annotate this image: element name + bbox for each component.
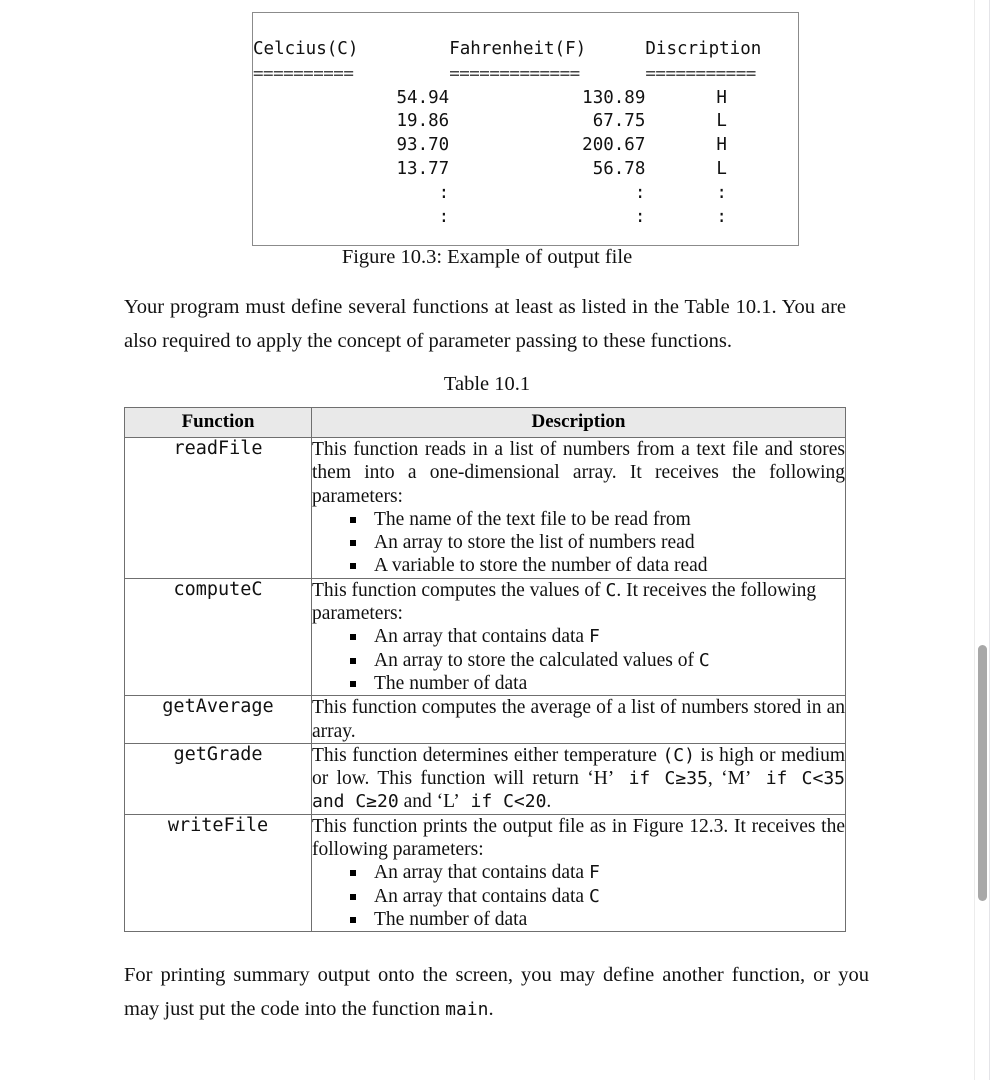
getgrade-seg-11: if C<20	[459, 791, 547, 813]
table-row	[125, 743, 846, 814]
list-item	[348, 649, 845, 672]
figure-ellipsis-row	[253, 182, 798, 206]
list-item-text: An array that contains data	[374, 626, 589, 648]
function-name-computec: computeC	[125, 578, 312, 695]
closing-text-before: For printing summary output onto the screen, you may define another function, or you may just put the code into the function	[124, 964, 869, 1020]
closing-paragraph	[124, 958, 869, 1027]
figure-cell-celcius-ellipsis: :	[438, 206, 450, 227]
figure-header-celcius: Celcius(C)	[253, 39, 359, 59]
list-item-code: F	[588, 862, 600, 884]
figure-caption: Figure 10.3: Example of output file	[341, 246, 633, 268]
function-name-getaverage: getAverage	[125, 696, 312, 744]
figure-cell-celcius: 93.70	[396, 135, 450, 156]
getaverage-intro-text: This function computes the average of a list of numbers stored in an array.	[312, 697, 845, 742]
computec-parameter-list	[312, 625, 845, 695]
intro-paragraph: Your program must define several functions at least as listed in the Table 10.1. You are also required to apply the concept of parameter passing to these functions.	[124, 296, 846, 352]
function-description-readfile	[312, 438, 846, 579]
figure-data-row	[253, 158, 798, 182]
figure-cell-celcius: 13.77	[396, 158, 450, 179]
figure-header-fahrenheit: Fahrenheit(F)	[449, 39, 587, 59]
figure-rule-row	[253, 63, 798, 87]
getgrade-seg-2: (C)	[662, 744, 695, 766]
figure-cell-discription: H	[716, 87, 727, 108]
getgrade-seg-10: ‘L’	[436, 791, 460, 813]
list-item	[348, 672, 845, 695]
function-description-table	[124, 407, 846, 932]
vertical-scrollbar[interactable]	[974, 0, 990, 1080]
getgrade-intro-text	[312, 744, 845, 814]
figure-data-row	[253, 87, 798, 111]
figure-data-row	[253, 110, 798, 134]
figure-header-discription: Discription	[645, 39, 762, 59]
function-name-getgrade: getGrade	[125, 743, 312, 814]
figure-cell-celcius: 54.94	[396, 87, 450, 108]
list-item-text: An array to store the calculated values of	[374, 649, 699, 671]
table-header-row	[125, 408, 846, 438]
figure-rule-fahrenheit: =============	[449, 63, 580, 84]
figure-cell-fahrenheit: 56.78	[592, 158, 646, 179]
getgrade-seg-5: if C≥35	[614, 768, 708, 790]
list-item-code: C	[698, 649, 710, 671]
list-item-text: An array that contains data	[374, 862, 589, 884]
scrollbar-thumb[interactable]	[978, 645, 987, 901]
getgrade-seg-1: This function determines either temperature	[312, 744, 663, 766]
figure-rule-discription: ===========	[645, 63, 756, 84]
function-name-writefile: writeFile	[125, 814, 312, 931]
list-item	[348, 908, 845, 931]
column-header-description: Description	[312, 408, 846, 438]
figure-cell-fahrenheit: 130.89	[582, 87, 646, 108]
table-row	[125, 578, 846, 695]
figure-cell-discription: L	[716, 111, 727, 132]
list-item	[348, 885, 845, 908]
figure-ellipsis-row	[253, 206, 798, 230]
writefile-parameter-list	[312, 861, 845, 931]
list-item-code: C	[588, 885, 600, 907]
figure-cell-celcius: 19.86	[396, 111, 450, 132]
list-item-text: The number of data	[374, 672, 528, 694]
figure-cell-discription: H	[716, 135, 727, 156]
getgrade-seg-12: .	[546, 791, 552, 813]
list-item-text: An array that contains data	[374, 885, 589, 907]
function-description-getaverage	[312, 696, 846, 744]
figure-cell-fahrenheit-ellipsis: :	[634, 182, 646, 203]
column-header-function: Function	[125, 408, 312, 438]
figure-cell-fahrenheit-ellipsis: :	[634, 206, 646, 227]
figure-cell-celcius-ellipsis: :	[438, 182, 450, 203]
list-item: A variable to store the number of data read	[348, 554, 845, 577]
list-item	[348, 625, 845, 648]
getgrade-seg-7: ‘M’	[721, 768, 752, 790]
list-item-text: The number of data	[374, 908, 528, 930]
table-caption: Table 10.1	[443, 373, 531, 395]
getgrade-seg-9: and	[398, 791, 437, 813]
figure-cell-fahrenheit: 200.67	[582, 135, 646, 156]
list-item: An array to store the list of numbers read	[348, 531, 845, 554]
list-item	[348, 861, 845, 884]
figure-output-table	[253, 38, 798, 229]
figure-cell-fahrenheit: 67.75	[592, 111, 646, 132]
computec-intro-text	[312, 579, 845, 626]
table-row	[125, 814, 846, 931]
figure-rule-celcius: ==========	[253, 63, 354, 84]
figure-cell-discription-ellipsis: :	[716, 182, 727, 203]
writefile-intro-text: This function prints the output file as in Figure 12.3. It receives the following parameters:	[312, 815, 845, 861]
closing-text-after: .	[488, 998, 494, 1020]
figure-output-file-box	[252, 12, 799, 246]
figure-data-row	[253, 134, 798, 158]
figure-header-row	[253, 38, 798, 63]
readfile-intro-text: This function reads in a list of numbers from a text file and stores them into a one-dimensional array. It receives the following parameters:	[312, 439, 845, 507]
getgrade-seg-3: is high or medium or low. This function will return	[312, 744, 846, 790]
function-description-writefile	[312, 814, 846, 931]
table-row	[125, 696, 846, 744]
list-item: The name of the text file to be read from	[348, 508, 845, 531]
function-description-computec	[312, 578, 846, 695]
getgrade-seg-6: ,	[707, 768, 722, 790]
table-row	[125, 438, 846, 579]
function-description-getgrade	[312, 743, 846, 814]
function-name-readfile: readFile	[125, 438, 312, 579]
getgrade-seg-8: if C<35 and C≥20	[312, 768, 846, 813]
list-item-code: F	[588, 626, 600, 648]
figure-cell-discription: L	[716, 158, 727, 179]
computec-intro-a: This function computes the values of	[312, 579, 606, 601]
closing-code-main: main	[445, 999, 489, 1020]
computec-intro-code: C	[605, 579, 617, 601]
computec-intro-b: . It receives the following parameters:	[312, 579, 817, 625]
getgrade-seg-4: ‘H’	[587, 768, 615, 790]
readfile-parameter-list	[312, 508, 845, 578]
figure-cell-discription-ellipsis: :	[716, 206, 727, 227]
